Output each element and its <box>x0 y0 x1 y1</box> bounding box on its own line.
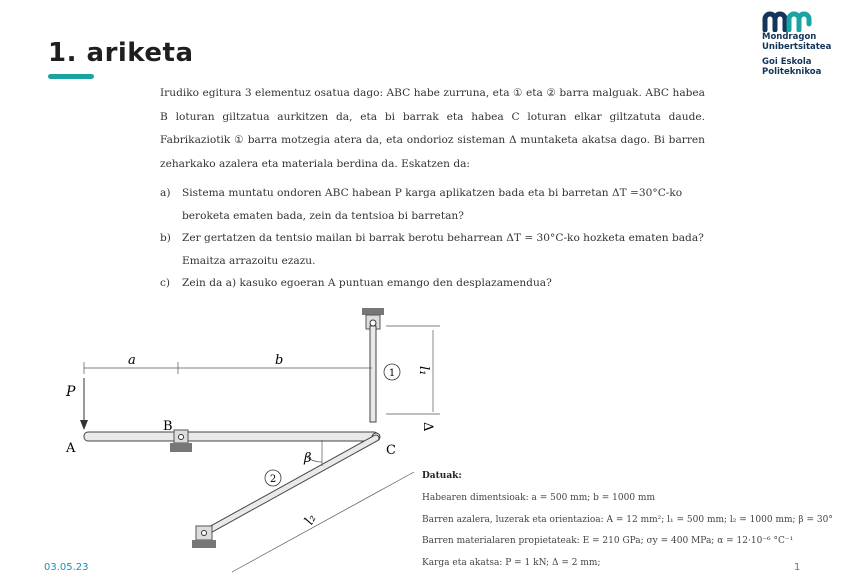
l2-dimension-line <box>232 472 414 572</box>
a-label: a <box>128 353 136 368</box>
l1-label: l₁ <box>416 366 431 376</box>
bar-1 <box>370 326 376 422</box>
logo-line-4: Politeknikoa <box>762 67 822 77</box>
bottom-support <box>192 526 216 548</box>
bar-2 <box>206 438 376 532</box>
question-marker: a) <box>160 187 171 199</box>
point-c-label: C <box>386 443 396 458</box>
load-arrowhead <box>80 420 88 430</box>
footer-date: 03.05.23 <box>44 562 89 573</box>
l2-label: l₂ <box>301 511 320 528</box>
slide-title: 1. ariketa <box>48 38 194 68</box>
beam-abc <box>84 432 378 441</box>
b-label: b <box>275 353 284 368</box>
logo-line-1: Mondragon <box>762 32 817 42</box>
question-marker: c) <box>160 277 171 289</box>
bar-1-label: 1 <box>388 368 396 379</box>
logo-line-3: Goi Eskola <box>762 57 812 67</box>
bar-2-label: 2 <box>269 474 277 485</box>
problem-statement: Irudiko egitura 3 elementuz osatua dago: ABC habe zurruna, eta ① eta ② barra malguak. ABC habea B loturan giltzatua aurkitzen da, eta bi barrak eta habea C loturan elkar giltzatuta daude. Fabrikaziotik ① barra motzegia atera da, eta ondorioz sisteman Δ muntaketa akatsa dago. Bi barren zeharkako azalera eta materiala berdina da. Eskatzen da: <box>160 87 705 170</box>
question-text: Zer gertatzen da tentsio mailan bi barrak berotu beharrean ΔT = 30°C-ko hozketa ematen bada? Emaitza arrazoitu ezazu. <box>182 232 704 267</box>
data-line-dimensions: Habearen dimentsioak: a = 500 mm; b = 1000 mm <box>422 492 655 503</box>
delta-label: Δ <box>420 422 435 432</box>
data-line-material: Barren materialaren propietateak: E = 210 GPa; σy = 400 MPa; α = 12·10⁻⁶ °C⁻¹ <box>422 536 794 547</box>
page-number: 1 <box>794 562 801 573</box>
logo-line-2: Unibertsitatea <box>762 42 832 52</box>
data-heading: Datuak: <box>422 471 462 481</box>
load-label: P <box>66 384 76 400</box>
question-text: Sistema muntatu ondoren ABC habean P karga aplikatzen bada eta bi barretan ΔT =30°C-ko beroketa ematen bada, zein da tentsioa bi barretan? <box>182 187 683 222</box>
question-text: Zein da a) kasuko egoeran A puntuan emango den desplazamendua? <box>182 277 552 289</box>
point-b-label: B <box>163 419 173 434</box>
data-line-bars: Barren azalera, luzerak eta orientazioa: A = 12 mm²; l₁ = 500 mm; l₂ = 1000 mm; β = 30° <box>422 514 833 525</box>
beta-label: β <box>304 451 312 466</box>
point-a-label: A <box>66 441 76 456</box>
data-line-load: Karga eta akatsa: P = 1 kN; Δ = 2 mm; <box>422 558 601 569</box>
data-section <box>422 466 833 575</box>
question-marker: b) <box>160 232 171 244</box>
